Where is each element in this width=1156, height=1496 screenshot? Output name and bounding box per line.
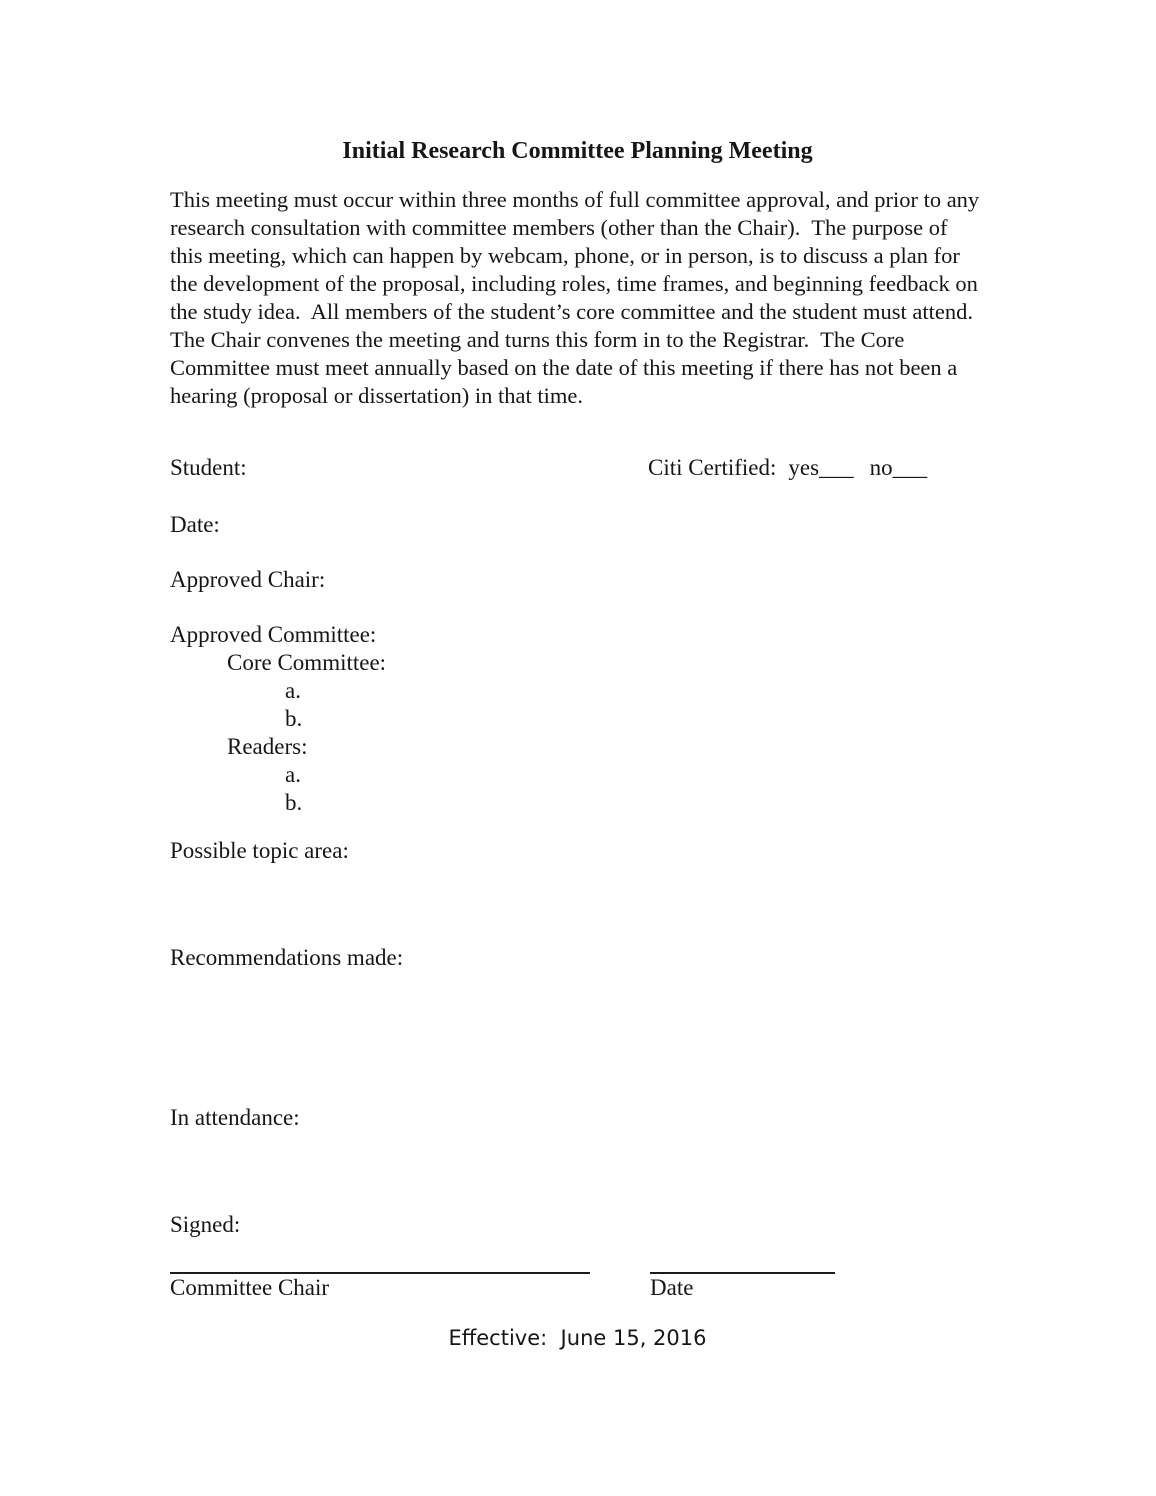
citi-certified-group <box>648 454 927 482</box>
readers-label: Readers: <box>227 734 308 759</box>
reader-item-b: b. <box>285 790 303 815</box>
recommendations-label: Recommendations made: <box>170 945 404 970</box>
committee-chair-caption: Committee Chair <box>170 1275 330 1300</box>
reader-item-a: a. <box>285 762 301 787</box>
student-row <box>170 454 985 482</box>
citi-no-blank: no___ <box>869 455 928 480</box>
date-signature-line <box>650 1254 835 1274</box>
caption-gap <box>590 1274 650 1302</box>
intro-paragraph: This meeting must occur within three months of full committee approval, and prior to any research consultation with committee members (other than the Chair). The purpose of this meeting, which can happen by webcam, phone, or in person, is to discuss a plan for the development of the proposal, including roles, time frames, and beginning feedback on the study idea. All members of the student’s core committee and the student must attend. The Chair convenes the meeting and turns this form in to the Registrar. The Core Committee must meet annually based on the date of this meeting if there has not been a hearing (proposal or dissertation) in that time. <box>170 187 985 408</box>
effective-date: Effective: June 15, 2016 <box>448 1326 707 1350</box>
attendance-label: In attendance: <box>170 1105 300 1130</box>
approved-chair-label: Approved Chair: <box>170 567 326 592</box>
core-committee-item-a: a. <box>285 678 301 703</box>
signature-lines-row <box>170 1254 985 1274</box>
possible-topic-label: Possible topic area: <box>170 838 349 863</box>
signed-label: Signed: <box>170 1212 241 1237</box>
chair-signature-line <box>170 1254 590 1274</box>
date-label: Date: <box>170 512 220 537</box>
core-committee-label: Core Committee: <box>227 650 387 675</box>
signature-captions-row <box>170 1274 985 1302</box>
core-committee-item-b: b. <box>285 706 303 731</box>
student-label: Student: <box>170 455 247 480</box>
citi-yes-blank: yes___ <box>788 455 854 480</box>
signature-gap <box>590 1254 650 1274</box>
approved-committee-label: Approved Committee: <box>170 622 377 647</box>
document-title: Initial Research Committee Planning Meeting <box>342 138 813 164</box>
citi-certified-label: Citi Certified: <box>648 455 777 480</box>
date-caption: Date <box>650 1275 694 1300</box>
